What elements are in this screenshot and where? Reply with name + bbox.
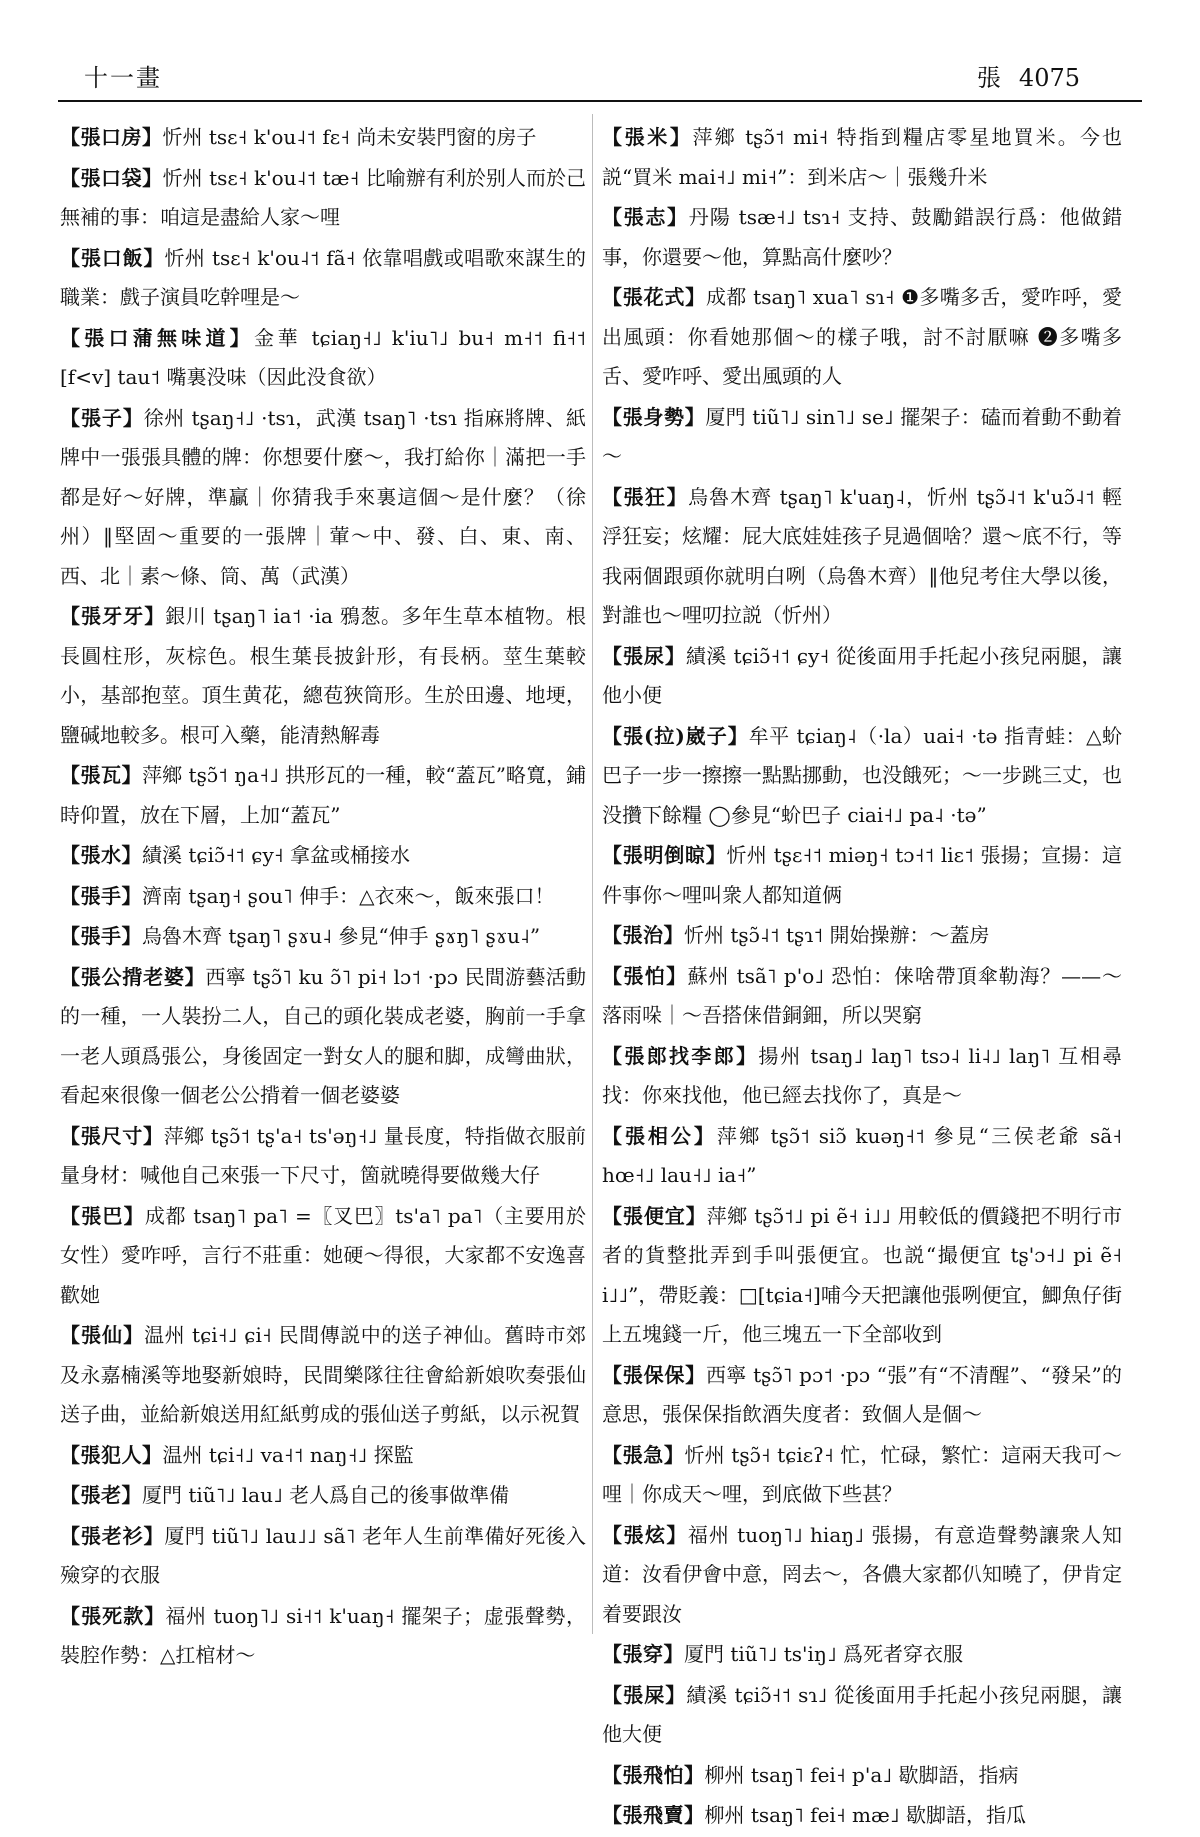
dictionary-entry: 【張手】烏魯木齊 tʂaŋ˥ ʂɤu˨ 參見“伸手 ʂɤŋ˥ ʂɤu˨” bbox=[60, 924, 541, 948]
dictionary-entry: 【張炫】福州 tuoŋ˥˩ hiaŋ˩ 張揚，有意造聲勢讓衆人知道：汝看伊會中意，罔去～，各儂大家都仈知曉了，伊肯定着要跟汝 bbox=[602, 1522, 1122, 1626]
entry-headword: 【張屎】 bbox=[602, 1682, 687, 1707]
entry-headword: 【張犯人】 bbox=[60, 1442, 163, 1467]
entry-headword: 【張身勢】 bbox=[602, 404, 706, 429]
dictionary-entry: 【張口袋】忻州 tsɛ˧ k'ou˨˦ tæ˧ 比喻辦有利於别人而於己無補的事：咱這是盡給人家～哩 bbox=[60, 165, 587, 229]
dictionary-entry: 【張犯人】温州 tɕi˧˩ va˧˦ naŋ˧˩ 探監 bbox=[60, 1442, 414, 1467]
entry-headword: 【張手】 bbox=[60, 924, 142, 948]
page-number: 4075 bbox=[1018, 64, 1080, 92]
dictionary-entry: 【張水】績溪 tɕiɔ̃˧˦ ɕy˧ 拿盆或桶接水 bbox=[60, 843, 410, 867]
dictionary-entry: 【張尿】績溪 tɕiɔ̃˧˦ ɕy˧ 從後面用手托起小孩兒兩腿，讓他小便 bbox=[602, 643, 1123, 707]
column-divider bbox=[592, 114, 593, 1634]
entry-headword: 【張老衫】 bbox=[60, 1523, 165, 1548]
section-heading: 十一畫 bbox=[84, 64, 162, 92]
entry-headword: 【張炫】 bbox=[602, 1522, 688, 1547]
dictionary-entry: 【張手】濟南 tʂaŋ˧ ʂou˥ 伸手：△衣來～，飯來張口！ bbox=[60, 883, 555, 908]
dictionary-entry: 【張仙】温州 tɕi˧˩ ɕi˧ 民間傳説中的送子神仙。舊時市郊及永嘉楠溪等地娶新娘時，民間樂隊往往會給新娘吹奏張仙送子曲，並給新娘送用紅紙剪成的張仙送子剪紙，以示祝賀 bbox=[60, 1323, 586, 1426]
entry-headword: 【張死款】 bbox=[60, 1603, 166, 1628]
entry-headword: 【張口蒲無味道】 bbox=[60, 325, 254, 350]
entry-headword: 【張怕】 bbox=[602, 963, 688, 988]
entry-headword: 【張口袋】 bbox=[60, 165, 163, 190]
entry-headword: 【張尺寸】 bbox=[60, 1123, 164, 1148]
dictionary-entry: 【張飛怕】柳州 tsaŋ˥ fei˧ p'a˩ 歇脚語，指病 bbox=[602, 1762, 1019, 1787]
dictionary-entry: 【張尺寸】萍鄉 tʂɔ̃˦ tʂ'a˧ ts'əŋ˧˩ 量長度，特指做衣服前量身材：喊他自己來張一下尺寸，箇就曉得要做幾大仔 bbox=[60, 1123, 586, 1187]
entry-headword: 【張手】 bbox=[60, 883, 142, 908]
dictionary-entry: 【張便宜】萍鄉 tʂɔ̃˦˩ pi ẽ˧ i˩˩ 用較低的價錢把不明行市者的貨整批弄到手叫張便宜。也説“撮便宜 tʂ'ɔ˧˩ pi ẽ˧ i˩˩”，帶貶義：□[tɕia˧]哺今天把讓他張咧便宜，鯽魚仔街上五塊錢一斤，他三塊五一下全部收到 bbox=[602, 1203, 1122, 1346]
entry-headword: 【張口飯】 bbox=[60, 245, 165, 270]
entry-headword: 【張治】 bbox=[602, 923, 684, 947]
entry-headword: 【張米】 bbox=[602, 125, 693, 149]
page-header-right bbox=[959, 58, 1080, 93]
entry-headword: 【張仙】 bbox=[60, 1323, 145, 1347]
header-rule bbox=[58, 100, 1142, 102]
entry-headword: 【張飛賣】 bbox=[602, 1803, 705, 1827]
dictionary-entry: 【張死款】福州 tuoŋ˥˩ si˧˦ k'uaŋ˧ 擺架子；虚張聲勢，裝腔作勢：△扛棺材～ bbox=[60, 1603, 586, 1667]
dictionary-entry: 【張治】忻州 tʂɔ̃˨˦ tʂɿ˦ 開始操辦：～蓋房 bbox=[602, 923, 990, 947]
dictionary-entry: 【張屎】績溪 tɕiɔ̃˧˦ sɿ˩ 從後面用手托起小孩兒兩腿，讓他大便 bbox=[602, 1682, 1122, 1746]
dictionary-entry: 【張口蒲無味道】金華 tɕiaŋ˧˩ k'iu˥˩ bu˧ m˧˦ fi˧˦ [f<v] tau˦ 嘴裏没味（因此没食欲） bbox=[60, 325, 587, 389]
entry-headword: 【張飛怕】 bbox=[602, 1762, 705, 1787]
entry-headword: 【張子】 bbox=[60, 405, 144, 430]
dictionary-entry: 【張牙牙】銀川 tʂaŋ˥ ia˦ ·ia 鴉葱。多年生草本植物。根長圓柱形，灰棕色。根生葉長披針形，有長柄。莖生葉較小，基部抱莖。頂生黄花，總苞狹筒形。生於田邊、地埂，鹽碱地較多。根可入藥，能清熱解毒 bbox=[60, 604, 586, 747]
entry-headword: 【張郎找李郎】 bbox=[602, 1043, 759, 1068]
dictionary-entry: 【張相公】萍鄉 tʂɔ̃˦ siɔ̃ kuəŋ˧˦ 參見“三侯老爺 sã˧ hœ˧˩ lau˧˩ ia˧” bbox=[602, 1123, 1123, 1187]
dictionary-entry: 【張身勢】厦門 tiũ˥˩ sin˥˩ se˩ 擺架子：磕而着動不動着～ bbox=[602, 404, 1123, 468]
entry-headword: 【張老】 bbox=[60, 1483, 142, 1507]
entry-headword: 【張巴】 bbox=[60, 1203, 145, 1228]
dictionary-entry: 【張子】徐州 tʂaŋ˧˩ ·tsɿ，武漢 tsaŋ˥ ·tsɿ 指麻將牌、紙牌中一張張具體的牌：你想要什麼～，我打給你｜滿把一手都是好～好牌，準贏｜你猜我手來裏這個～是什麼？（徐州）‖堅固～重要的一張牌｜葷～中、發、白、東、南、西、北｜素～條、筒、萬（武漢） bbox=[60, 405, 586, 588]
entry-headword: 【張志】 bbox=[602, 205, 689, 229]
dictionary-entry: 【張狂】烏魯木齊 tʂaŋ˥ k'uaŋ˨，忻州 tʂɔ̃˨˦ k'uɔ̃˨˦ 輕浮狂妄；炫耀：屁大底娃娃孩子見過個啥？還～底不行，等我兩個跟頭你就明白咧（烏魯木齊）‖他兒考住大學以後，對誰也～哩叨拉説（忻州） bbox=[602, 484, 1123, 627]
dictionary-entry: 【張老】厦門 tiũ˥˩ lau˩ 老人爲自己的後事做準備 bbox=[60, 1483, 510, 1507]
entry-headword: 【張牙牙】 bbox=[60, 604, 166, 628]
dictionary-entry: 【張米】萍鄉 tʂɔ̃˦ mi˧ 特指到糧店零星地買米。今也説“買米 mai˧˩ mi˧”：到米店～｜張幾升米 bbox=[602, 125, 1122, 189]
entry-headword: 【張明倒晾】 bbox=[602, 843, 727, 867]
dictionary-entry: 【張飛賣】柳州 tsaŋ˥ fei˧ mæ˩ 歇脚語，指瓜 bbox=[602, 1803, 1027, 1827]
dictionary-entry: 【張明倒晾】忻州 tʂɛ˧˦ miəŋ˧ tɔ˧˦ liɛ˦ 張揚；宣揚：這件事你～哩叫衆人都知道俩 bbox=[602, 843, 1122, 907]
dictionary-entry: 【張口飯】忻州 tsɛ˧ k'ou˨˦ fã˧ 依靠唱戲或唱歌來謀生的職業：戲子演員吃幹哩是～ bbox=[60, 245, 587, 309]
dictionary-entry: 【張老衫】厦門 tiũ˥˩ lau˩˩ sã˥ 老年人生前準備好死後入殮穿的衣服 bbox=[60, 1523, 587, 1587]
entry-headword: 【張急】 bbox=[602, 1442, 685, 1467]
dictionary-entry: 【張郎找李郎】揚州 tsaŋ˩ laŋ˥ tsɔ˨ li˨˩ laŋ˥ 互相尋找：你來找他，他已經去找你了，真是～ bbox=[602, 1043, 1122, 1107]
right-column bbox=[602, 118, 1122, 1837]
dictionary-entry: 【張志】丹陽 tsæ˧˩ tsɿ˧ 支持、鼓勵錯誤行爲：他做錯事，你還要～他，算點高什麼吵？ bbox=[602, 205, 1123, 269]
dictionary-entry: 【張瓦】萍鄉 tʂɔ̃˦ ŋa˧˩ 拱形瓦的一種，較“蓋瓦”略寬，鋪時仰置，放在下層，上加“蓋瓦” bbox=[60, 763, 587, 827]
left-column bbox=[60, 118, 586, 1677]
entry-headword: 【張公揹老婆】 bbox=[60, 964, 206, 989]
entry-headword: 【張相公】 bbox=[602, 1123, 717, 1148]
dictionary-entry: 【張穿】厦門 tiũ˥˩ ts'iŋ˩ 爲死者穿衣服 bbox=[602, 1642, 964, 1666]
dictionary-entry: 【張巴】成都 tsaŋ˥ pa˥ =〖叉巴〗ts'a˥ pa˥（主要用於女性）愛咋呼，言行不莊重：她硬～得很，大家都不安逸喜歡她 bbox=[60, 1203, 587, 1307]
entry-headword: 【張保保】 bbox=[602, 1362, 706, 1387]
entry-headword: 【張口房】 bbox=[60, 125, 163, 149]
entry-headword: 【張水】 bbox=[60, 843, 142, 867]
entry-headword: 【張穿】 bbox=[602, 1642, 684, 1666]
dictionary-entry: 【張(拉)崴子】牟平 tɕiaŋ˨（·la）uai˧ ·tə 指青蛙：△蚧巴子一步一擦擦一點點挪動，也没餓死；～一步跳三丈，也没攢下餘糧 ◯參見“蚧巴子 ciai˧˩ pa˨ ·tə” bbox=[602, 723, 1122, 827]
dictionary-entry: 【張公揹老婆】西寧 tʂɔ̃˥ ku ɔ̃˥ pi˧ lɔ˦ ·pɔ 民間游藝活動的一種，一人裝扮二人，自己的頭化裝成老婆，胸前一手拿一老人頭爲張公，身後固定一對女人的腿和脚，成彎曲狀，看起來很像一個老公公揹着一個老婆婆 bbox=[60, 964, 586, 1107]
dictionary-entry: 【張急】忻州 tʂɔ̃˧ tɕiɛʔ˧ 忙，忙碌，繁忙：這兩天我可～哩｜你成天～哩，到底做下些甚？ bbox=[602, 1442, 1122, 1506]
entry-headword: 【張便宜】 bbox=[602, 1203, 707, 1228]
entry-headword: 【張狂】 bbox=[602, 484, 689, 509]
dictionary-entry: 【張保保】西寧 tʂɔ̃˥ pɔ˦ ·pɔ “張”有“不清醒”、“發呆”的意思，張保保指飲酒失度者：致個人是個～ bbox=[602, 1362, 1123, 1426]
header-character: 張 bbox=[976, 64, 1001, 92]
dictionary-entry: 【張花式】成都 tsaŋ˥ xua˥ sɿ˧ ❶多嘴多舌，愛咋呼，愛出風頭：你看她那個～的樣子哦，討不討厭嘛 ❷多嘴多舌、愛咋呼、愛出風頭的人 bbox=[602, 285, 1122, 388]
dictionary-entry: 【張怕】蘇州 tsã˥ p'o˩ 恐怕：俫啥帶頂傘勒海？——～落雨哚｜～吾搭俫借銅鈿，所以哭窮 bbox=[602, 963, 1123, 1027]
entry-headword: 【張(拉)崴子】 bbox=[602, 723, 749, 748]
entry-headword: 【張尿】 bbox=[602, 643, 686, 668]
entry-headword: 【張花式】 bbox=[602, 285, 706, 309]
entry-headword: 【張瓦】 bbox=[60, 763, 143, 787]
dictionary-entry: 【張口房】忻州 tsɛ˧ k'ou˨˦ fɛ˧ 尚未安裝門窗的房子 bbox=[60, 125, 537, 149]
